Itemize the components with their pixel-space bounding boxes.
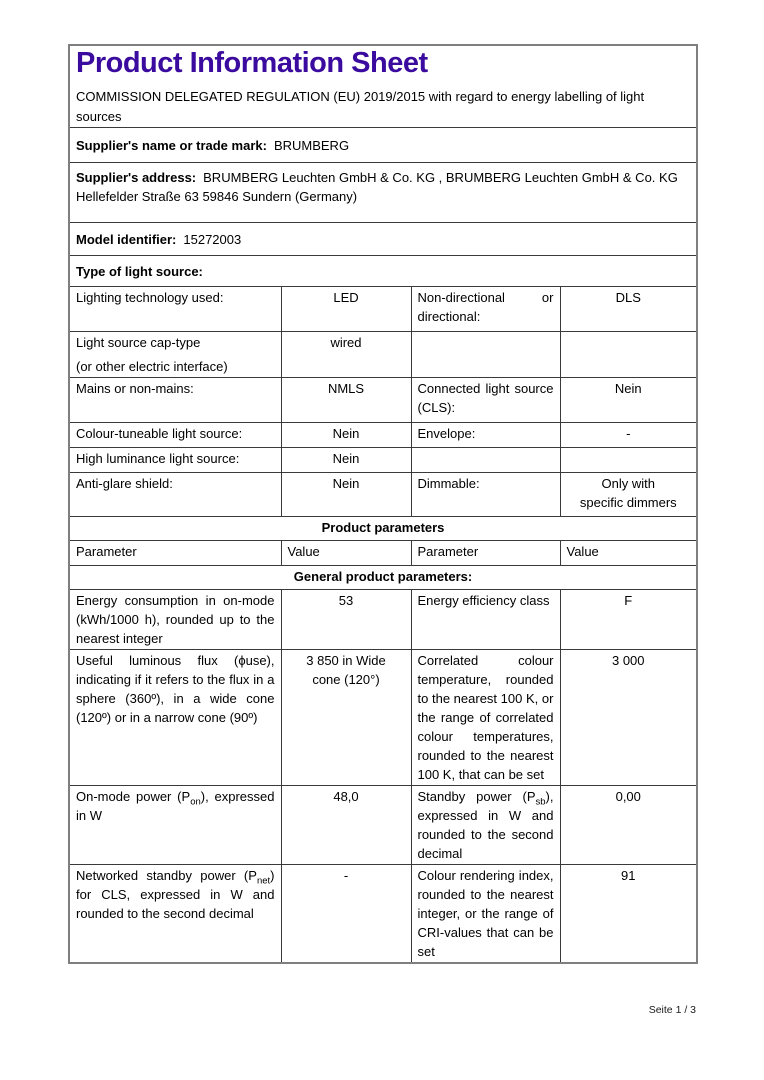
param-value-cell bbox=[560, 332, 697, 378]
param-value-cell: - bbox=[281, 865, 411, 964]
param-value-cell: Only with specific dimmers bbox=[560, 473, 697, 517]
table-row bbox=[69, 590, 697, 650]
param-value-cell: 3 850 in Wide cone (120°) bbox=[281, 650, 411, 786]
model-identifier-value: 15272003 bbox=[183, 231, 242, 247]
model-identifier-row bbox=[69, 223, 697, 256]
product-parameters-header-row bbox=[69, 517, 697, 541]
supplier-name-value: BRUMBERG bbox=[273, 137, 350, 153]
cap-type-line1: Light source cap-type bbox=[76, 335, 201, 350]
supplier-name-label: Supplier's name or trade mark: bbox=[76, 137, 267, 153]
table-row bbox=[69, 650, 697, 786]
param-label-cell: Mains or non-mains: bbox=[69, 378, 281, 423]
type-of-light-source-cell bbox=[69, 256, 697, 287]
subsection-title: General product parameters: bbox=[69, 566, 697, 590]
supplier-name-cell bbox=[69, 128, 697, 163]
param-label-cell: Colour rendering index, rounded to the nearest integer, or the range of CRI-values that can be set bbox=[411, 865, 560, 964]
param-label-cell bbox=[411, 448, 560, 473]
page-title: Product Information Sheet bbox=[76, 47, 428, 79]
param-value-cell: wired bbox=[281, 332, 411, 378]
column-header: Value bbox=[560, 541, 697, 566]
cap-type-line2: (or other electric interface) bbox=[76, 359, 228, 374]
model-identifier-cell bbox=[69, 223, 697, 256]
param-label-cell: Lighting technology used: bbox=[69, 287, 281, 332]
column-header-row bbox=[69, 541, 697, 566]
param-value-cell: Nein bbox=[560, 378, 697, 423]
param-label-cell: Connected light source (CLS): bbox=[411, 378, 560, 423]
param-label-cell: Non-directional or directional: bbox=[411, 287, 560, 332]
param-value-cell: 3 000 bbox=[560, 650, 697, 786]
param-label-cell bbox=[411, 332, 560, 378]
param-label-cell: Standby power $(P_{sb})$, expressed in W and rounded to the second decimal bbox=[411, 786, 560, 865]
param-value-cell: F bbox=[560, 590, 697, 650]
param-label-cell bbox=[69, 332, 281, 378]
param-label-cell: Colour-tuneable light source: bbox=[69, 423, 281, 448]
column-header: Parameter bbox=[411, 541, 560, 566]
column-header: Value bbox=[281, 541, 411, 566]
param-label-cell: Networked standby power $(P_{net})$ for CLS, expressed in W and rounded to the second decimal bbox=[69, 865, 281, 964]
param-value-cell: Nein bbox=[281, 473, 411, 517]
table-row bbox=[69, 423, 697, 448]
model-identifier-label: Model identifier: bbox=[76, 231, 177, 247]
supplier-address-value: BRUMBERG Leuchten GmbH & Co. KG , BRUMBERG Leuchten GmbH & Co. KG Hellefelder Straße 63 59846 Sundern (Germany) bbox=[76, 170, 678, 204]
param-label-cell: Anti-glare shield: bbox=[69, 473, 281, 517]
param-label-cell: Energy efficiency class bbox=[411, 590, 560, 650]
column-header: Parameter bbox=[69, 541, 281, 566]
param-label-cell: Useful luminous flux (ϕuse), indicating if it refers to the flux in a sphere (360º), in a wide cone (120º) or in a narrow cone (90º) bbox=[69, 650, 281, 786]
regulation-text: COMMISSION DELEGATED REGULATION (EU) 2019/2015 with regard to energy labelling of light sources bbox=[76, 89, 645, 124]
param-value-cell: 91 bbox=[560, 865, 697, 964]
param-value-cell: Nein bbox=[281, 423, 411, 448]
type-of-light-source-label: Type of light source: bbox=[76, 263, 203, 279]
param-value-cell: DLS bbox=[560, 287, 697, 332]
param-label-cell: On-mode power $(P_{on})$, expressed in W bbox=[69, 786, 281, 865]
table-row bbox=[69, 448, 697, 473]
param-value-cell: 0,00 bbox=[560, 786, 697, 865]
param-label-cell: Correlated colour temperature, rounded to the nearest 100 K, or the range of correlated colour temperatures, rounded to the nearest 100 K, that can be set bbox=[411, 650, 560, 786]
param-value-cell: 53 bbox=[281, 590, 411, 650]
general-parameters-header-row bbox=[69, 566, 697, 590]
param-value-cell: Nein bbox=[281, 448, 411, 473]
param-label-cell: Dimmable: bbox=[411, 473, 560, 517]
param-value-cell: NMLS bbox=[281, 378, 411, 423]
supplier-name-row bbox=[69, 128, 697, 163]
table-row bbox=[69, 865, 697, 964]
supplier-address-cell bbox=[69, 163, 697, 223]
title-cell bbox=[69, 45, 697, 128]
table-row bbox=[69, 287, 697, 332]
param-value-cell: LED bbox=[281, 287, 411, 332]
table-row bbox=[69, 473, 697, 517]
section-title: Product parameters bbox=[69, 517, 697, 541]
param-label-cell: Envelope: bbox=[411, 423, 560, 448]
param-value-cell: - bbox=[560, 423, 697, 448]
param-label-cell: Energy consumption in on-mode (kWh/1000 h), rounded up to the nearest integer bbox=[69, 590, 281, 650]
table-row bbox=[69, 786, 697, 865]
page-number: Seite 1 / 3 bbox=[648, 1004, 696, 1016]
type-of-light-source-row bbox=[69, 256, 697, 287]
param-label-cell: High luminance light source: bbox=[69, 448, 281, 473]
supplier-address-row bbox=[69, 163, 697, 223]
param-value-cell bbox=[560, 448, 697, 473]
table-row bbox=[69, 332, 697, 378]
title-row bbox=[69, 45, 697, 128]
param-value-cell: 48,0 bbox=[281, 786, 411, 865]
table-row bbox=[69, 378, 697, 423]
product-information-table bbox=[68, 44, 698, 964]
supplier-address-label: Supplier's address: bbox=[76, 170, 197, 185]
